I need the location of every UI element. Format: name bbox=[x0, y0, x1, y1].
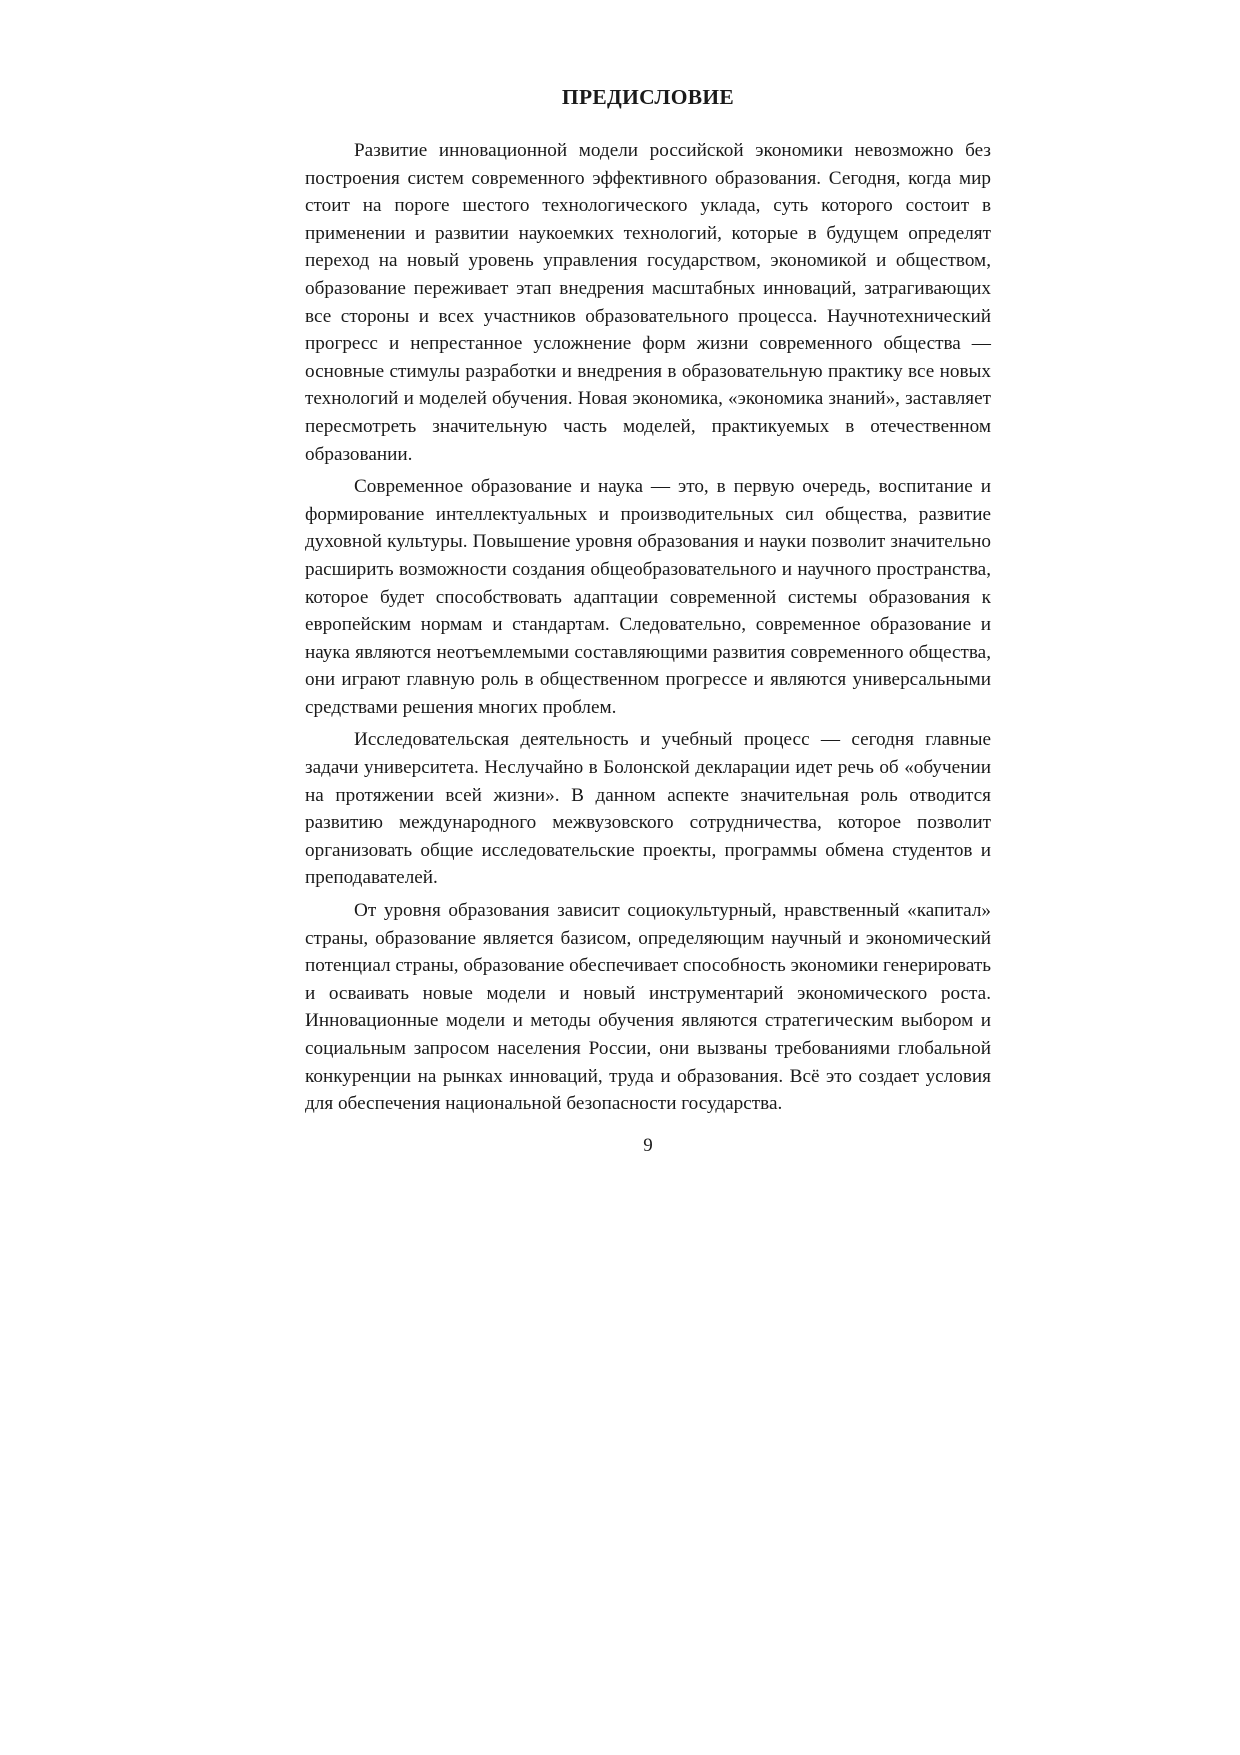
page-number: 9 bbox=[643, 1134, 653, 1156]
paragraph-1: Развитие инновационной модели российской экономики невозможно без построения систем современного эффективного образования. Сегодня, когда мир стоит на пороге шестого технологического уклада, суть которого состоит в применении и развитии наукоемких технологий, которые в будущем определят переход на новый уровень управления государством, экономикой и обществом, образование переживает этап внедрения масштабных инноваций, затрагивающих все стороны и всех участников образовательного процесса. Научнотехнический прогресс и непрестанное усложнение форм жизни современного общества — основные стимулы разработки и внедрения в образовательную практику все новых технологий и моделей обучения. Новая экономика, «экономика знаний», заставляет пересмотреть значительную часть моделей, практикуемых в отечественном образовании. bbox=[305, 140, 991, 465]
text-block bbox=[305, 78, 991, 1160]
paragraph-4: От уровня образования зависит социокультурный, нравственный «капитал» страны, образование является базисом, определяющим научный и экономический потенциал страны, образование обеспечивает способность экономики генерировать и осваивать новые модели и новый инструментарий экономического роста. Инновационные модели и методы обучения являются стратегическим выбором и социальным запросом населения России, они вызваны требованиями глобальной конкуренции на рынках инноваций, труда и образования. Всё это создает условия для обеспечения национальной безопасности государства. bbox=[305, 900, 991, 1115]
paragraph-3: Исследовательская деятельность и учебный процесс — сегодня главные задачи университета. Неслучайно в Болонской декларации идет речь об «обучении на протяжении всей жизни». В данном аспекте значительная роль отводится развитию международного межвузовского сотрудничества, которое позволит организовать общие исследовательские проекты, программы обмена студентов и преподавателей. bbox=[305, 729, 991, 889]
page-title: ПРЕДИСЛОВИЕ bbox=[561, 85, 735, 109]
paragraph-2: Современное образование и наука — это, в первую очередь, воспитание и формирование интеллектуальных и производительных сил общества, развитие духовной культуры. Повышение уровня образования и науки позволит значительно расширить возможности создания общеобразовательного и научного пространства, которое будет способствовать адаптации современной системы образования к европейским нормам и стандартам. Следовательно, современное образование и наука являются неотъемлемыми составляющими развития современного общества, они играют главную роль в общественном прогрессе и являются универсальными средствами решения многих проблем. bbox=[305, 476, 991, 718]
